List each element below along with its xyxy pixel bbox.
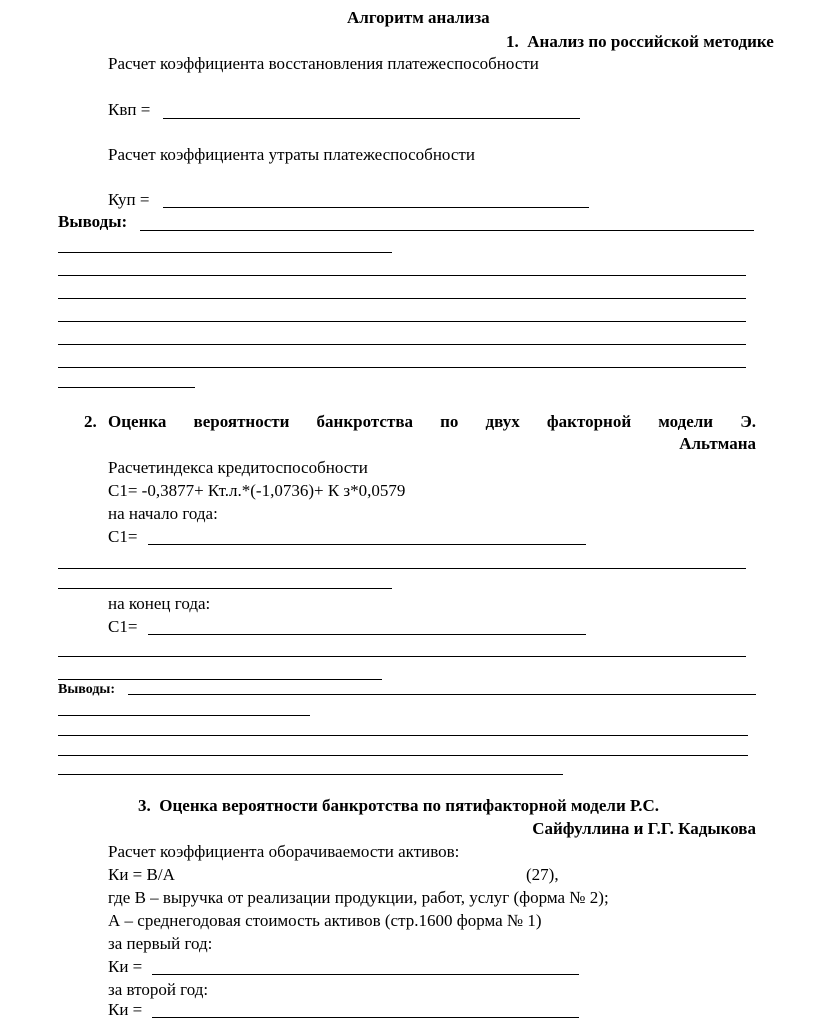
conclusions1-line-5[interactable] xyxy=(58,321,746,322)
section3-formula-number: (27), xyxy=(526,865,559,884)
kvp-label: Квп = xyxy=(108,100,151,119)
section2-formula: С1= -0,3877+ Кт.л.*(-1,0736)+ К з*0,0579 xyxy=(108,481,406,500)
ki-second-answer-line[interactable] xyxy=(152,1017,579,1018)
where-b-text: где В – выручка от реализации продукции, работ, услуг (форма № 2); xyxy=(108,888,609,907)
ki-second-label: Ки = xyxy=(108,1000,143,1019)
section3-heading-line1 xyxy=(138,796,659,816)
kup-label: Куп = xyxy=(108,190,150,209)
c1-start-line-3[interactable] xyxy=(58,588,392,589)
c1-end-label: С1= xyxy=(108,617,138,636)
section1-conclusions-label: Выводы: xyxy=(58,212,128,231)
section3-caption: Расчет коэффициента оборачиваемости активов: xyxy=(108,842,460,861)
section2-heading-line1: Оценка вероятности банкротства по двух факторной модели Э. xyxy=(108,412,756,431)
where-a-text: А – среднегодовая стоимость активов (стр.1600 форма № 1) xyxy=(108,911,542,930)
conclusions2-line-2[interactable] xyxy=(58,715,310,716)
c1-start-line-2[interactable] xyxy=(58,568,746,569)
conclusions2-line-4[interactable] xyxy=(58,755,748,756)
second-year-label: за второй год: xyxy=(108,980,209,999)
c1-end-line-2[interactable] xyxy=(58,656,746,657)
kvp-caption: Расчет коэффициента восстановления платежеспособности xyxy=(108,54,539,73)
section3-formula: Ки = В/А xyxy=(108,865,175,884)
section2-caption: Расчетиндекса кредитоспособности xyxy=(108,458,368,477)
section3-number: 3. xyxy=(138,796,151,815)
ki-first-label: Ки = xyxy=(108,957,143,976)
section3-heading-text: Оценка вероятности банкротства по пятифакторной модели Р.С. xyxy=(159,796,660,815)
document-title: Алгоритм анализа xyxy=(347,8,490,27)
conclusions1-line-3[interactable] xyxy=(58,275,746,276)
kup-caption: Расчет коэффициента утраты платежеспособности xyxy=(108,145,475,164)
start-of-year-label: на начало года: xyxy=(108,504,218,523)
conclusions1-line-8[interactable] xyxy=(58,387,195,388)
end-of-year-label: на конец года: xyxy=(108,594,211,613)
section2-conclusions-label: Выводы: xyxy=(58,682,116,697)
first-year-label: за первый год: xyxy=(108,934,213,953)
section2-heading-line2: Альтмана xyxy=(679,434,756,453)
conclusions1-line-7[interactable] xyxy=(58,367,746,368)
conclusions1-line-4[interactable] xyxy=(58,298,746,299)
conclusions1-line-6[interactable] xyxy=(58,344,746,345)
section1-number: 1. xyxy=(506,32,519,51)
conclusions2-line-3[interactable] xyxy=(58,735,748,736)
section2-number: 2. xyxy=(84,412,97,431)
c1-start-label: С1= xyxy=(108,527,138,546)
section1-heading-text: Анализ по российской методике xyxy=(527,32,774,51)
section1-heading xyxy=(506,32,774,52)
conclusions1-line-1[interactable] xyxy=(140,230,754,231)
c1-start-answer-line[interactable] xyxy=(148,544,586,545)
kup-answer-line[interactable] xyxy=(163,207,589,208)
c1-end-answer-line[interactable] xyxy=(148,634,586,635)
section3-heading-line2: Сайфуллина и Г.Г. Кадыкова xyxy=(532,819,756,838)
ki-first-answer-line[interactable] xyxy=(152,974,579,975)
conclusions1-line-2[interactable] xyxy=(58,252,392,253)
conclusions2-line-1[interactable] xyxy=(128,694,756,695)
conclusions2-line-5[interactable] xyxy=(58,774,563,775)
kvp-answer-line[interactable] xyxy=(163,118,580,119)
